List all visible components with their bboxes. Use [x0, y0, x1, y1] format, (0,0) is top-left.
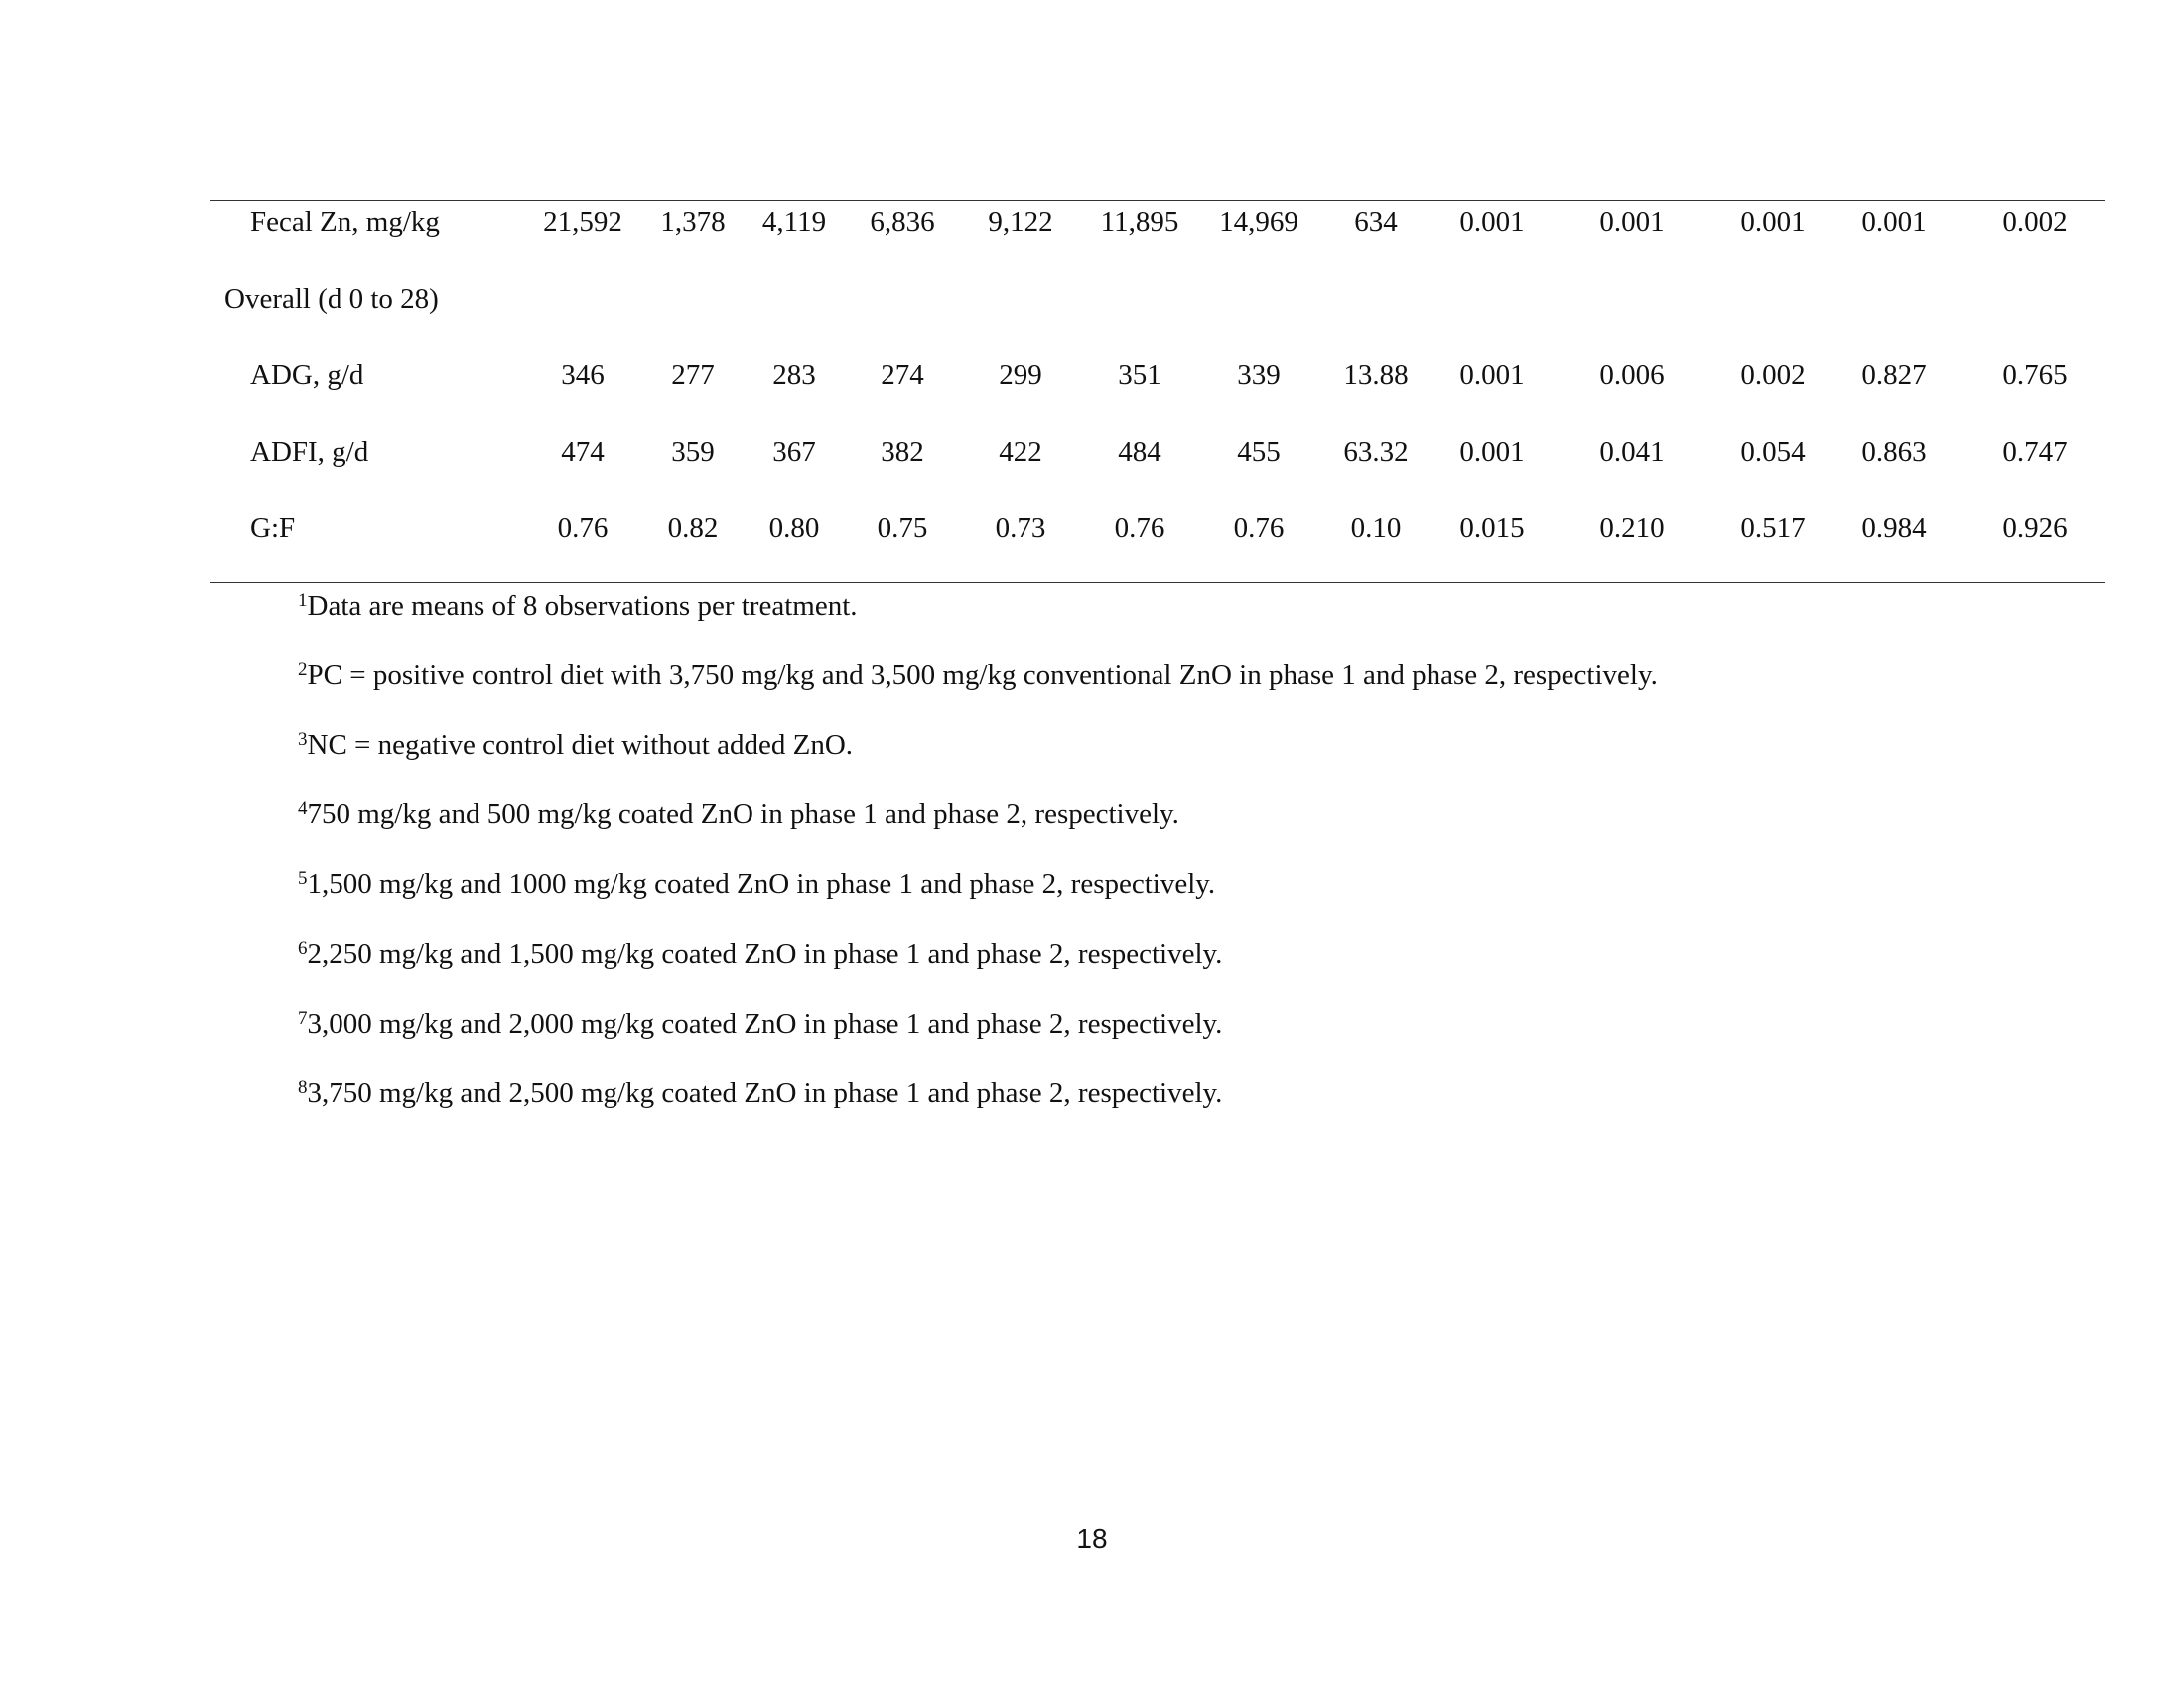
footnote-text: 1,500 mg/kg and 1000 mg/kg coated ZnO in phase 1 and phase 2, respectively.	[307, 868, 1216, 900]
row-label: ADFI, g/d	[250, 436, 369, 468]
table-cell: 0.015	[1459, 512, 1525, 544]
table-cell: 0.73	[995, 512, 1046, 544]
row-label: ADG, g/d	[250, 359, 364, 391]
table-cell: 1,378	[660, 207, 726, 238]
table-cell: 13.88	[1343, 359, 1409, 391]
table-cell: 0.76	[1233, 512, 1285, 544]
row-section-label: Overall (d 0 to 28)	[224, 283, 439, 315]
footnote	[298, 864, 1215, 904]
table-cell: 0.827	[1861, 359, 1927, 391]
table-cell: 0.210	[1599, 512, 1665, 544]
table-cell: 277	[671, 359, 715, 391]
table-cell: 274	[881, 359, 924, 391]
table-cell: 0.001	[1459, 207, 1525, 238]
table-cell: 283	[772, 359, 816, 391]
footnote-text: NC = negative control diet without added ZnO.	[307, 729, 854, 761]
table-row	[0, 279, 2184, 319]
table-cell: 9,122	[988, 207, 1053, 238]
table-bottom-rule	[210, 582, 2105, 583]
table-row	[0, 203, 2184, 242]
footnote-mark: 3	[298, 729, 308, 750]
row-label: Fecal Zn, mg/kg	[250, 207, 440, 238]
row-label: G:F	[250, 512, 296, 544]
table-cell: 346	[561, 359, 605, 391]
footnote-mark: 8	[298, 1077, 308, 1098]
footnote-text: 3,750 mg/kg and 2,500 mg/kg coated ZnO in phase 1 and phase 2, respectively.	[307, 1077, 1223, 1109]
table-cell: 0.76	[557, 512, 609, 544]
footnote	[298, 655, 1658, 695]
footnote	[298, 1004, 1222, 1044]
table-cell: 634	[1354, 207, 1398, 238]
table-cell: 0.10	[1350, 512, 1402, 544]
table-cell: 0.863	[1861, 436, 1927, 468]
table-cell: 0.76	[1114, 512, 1165, 544]
table-cell: 0.006	[1599, 359, 1665, 391]
table-cell: 0.041	[1599, 436, 1665, 468]
table-cell: 0.984	[1861, 512, 1927, 544]
table-cell: 299	[999, 359, 1042, 391]
table-cell: 359	[671, 436, 715, 468]
table-row	[0, 432, 2184, 472]
table-cell: 14,969	[1219, 207, 1298, 238]
table-cell: 0.001	[1861, 207, 1927, 238]
footnote-text: PC = positive control diet with 3,750 mg/kg and 3,500 mg/kg conventional ZnO in phase 1 and phase 2, respectively.	[307, 659, 1658, 691]
table-cell: 0.75	[877, 512, 928, 544]
footnote	[298, 725, 853, 765]
table-cell: 0.002	[2002, 207, 2068, 238]
table-row	[0, 355, 2184, 395]
table-cell: 367	[772, 436, 816, 468]
table-cell: 63.32	[1343, 436, 1409, 468]
table-cell: 0.054	[1740, 436, 1806, 468]
table-cell: 0.747	[2002, 436, 2068, 468]
table-cell: 484	[1118, 436, 1161, 468]
table-row	[0, 508, 2184, 548]
table-cell: 11,895	[1100, 207, 1179, 238]
footnote	[298, 586, 858, 626]
table-cell: 455	[1237, 436, 1281, 468]
footnote	[298, 934, 1222, 974]
table-cell: 6,836	[870, 207, 935, 238]
table-cell: 382	[881, 436, 924, 468]
footnote-mark: 2	[298, 659, 308, 680]
footnote-mark: 4	[298, 798, 308, 819]
footnote-mark: 6	[298, 938, 308, 959]
table-cell: 0.82	[667, 512, 719, 544]
footnote-mark: 1	[298, 590, 308, 611]
footnote-text: 3,000 mg/kg and 2,000 mg/kg coated ZnO in phase 1 and phase 2, respectively.	[307, 1008, 1223, 1040]
table-cell: 0.001	[1459, 436, 1525, 468]
table-cell: 0.926	[2002, 512, 2068, 544]
table-cell: 474	[561, 436, 605, 468]
page-number: 18	[1076, 1523, 1108, 1554]
table-cell: 0.517	[1740, 512, 1806, 544]
table-cell: 0.001	[1740, 207, 1806, 238]
table-cell: 21,592	[543, 207, 622, 238]
table-cell: 339	[1237, 359, 1281, 391]
table-cell: 351	[1118, 359, 1161, 391]
table-top-rule	[210, 200, 2105, 201]
table-cell: 422	[999, 436, 1042, 468]
table-cell: 0.001	[1599, 207, 1665, 238]
footnote	[298, 794, 1179, 834]
footnote-mark: 5	[298, 868, 308, 889]
footnote-text: 750 mg/kg and 500 mg/kg coated ZnO in phase 1 and phase 2, respectively.	[307, 798, 1179, 830]
footnote-mark: 7	[298, 1008, 308, 1029]
footnote-text: Data are means of 8 observations per treatment.	[307, 590, 858, 622]
footnote-text: 2,250 mg/kg and 1,500 mg/kg coated ZnO in phase 1 and phase 2, respectively.	[307, 938, 1223, 970]
table-cell: 4,119	[761, 207, 827, 238]
table-cell: 0.80	[768, 512, 820, 544]
footnote	[298, 1073, 1222, 1113]
table-cell: 0.001	[1459, 359, 1525, 391]
table-cell: 0.765	[2002, 359, 2068, 391]
table-cell: 0.002	[1740, 359, 1806, 391]
